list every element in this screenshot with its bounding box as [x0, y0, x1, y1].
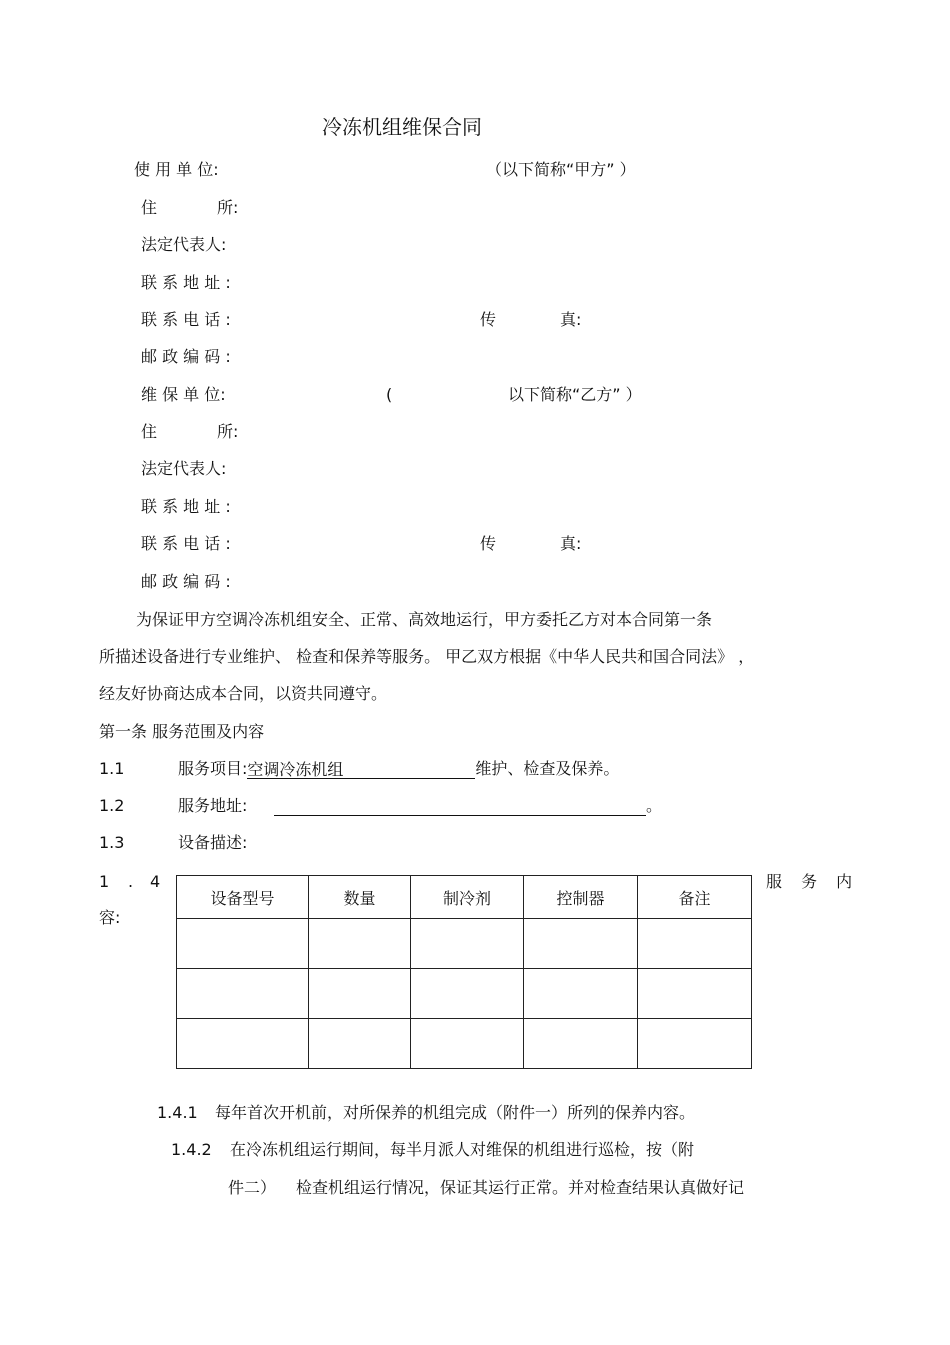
party-a-address-label-1: 住 [141, 198, 158, 217]
table-cell [411, 1019, 524, 1069]
party-b-alias: 以下简称“乙方” ） [508, 385, 642, 404]
table-cell [177, 969, 309, 1019]
party-b-phone-label: 联 系 电 话 : [141, 534, 231, 553]
party-b-fax-label-2: 真: [560, 534, 582, 553]
item-1-2-label: 服务地址: [178, 796, 248, 815]
table-cell [411, 919, 524, 969]
item-1-1-number: 1.1 [99, 759, 125, 778]
party-b-paren-open: ( [386, 385, 393, 404]
party-a-contact-address-label: 联 系 地 址 : [141, 273, 231, 292]
party-a-phone-label: 联 系 电 话 : [141, 310, 231, 329]
document-title: 冷冻机组维保合同 [322, 115, 482, 139]
party-b-address-label-2: 所: [217, 422, 239, 441]
service-address-line [274, 796, 662, 816]
item-1-4-label-continued: 容: [99, 908, 121, 927]
item-1-4-number-dot: . [128, 872, 134, 891]
item-1-2-suffix: 。 [646, 796, 663, 815]
article-1-heading: 第一条 服务范围及内容 [99, 722, 265, 741]
item-1-4-number-a: 1 [99, 872, 110, 891]
table-cell [638, 969, 752, 1019]
table-cell [309, 1019, 411, 1069]
party-b-address-label-1: 住 [141, 422, 158, 441]
party-b-fax-label-1: 传 [480, 534, 497, 553]
item-1-4-2-text: 在冷冻机组运行期间，每半月派人对维保的机组进行巡检，按（附 [230, 1140, 695, 1159]
item-1-4-2-number: 1.4.2 [171, 1140, 212, 1159]
table-row [177, 919, 752, 969]
party-b-unit-label: 维 保 单 位: [141, 385, 226, 404]
party-b-postcode-label: 邮 政 编 码 : [141, 572, 231, 591]
table-cell [177, 1019, 309, 1069]
table-cell [524, 919, 638, 969]
table-cell [309, 919, 411, 969]
table-cell [524, 969, 638, 1019]
item-1-1-label: 服务项目: [178, 759, 248, 778]
item-1-1-suffix: 维护、检查及保养。 [475, 759, 620, 778]
party-a-unit-label: 使 用 单 位: [134, 160, 219, 179]
table-row [177, 1019, 752, 1069]
table-cell [638, 1019, 752, 1069]
header-refrigerant: 制冷剂 [411, 876, 524, 919]
table-header-row [177, 876, 752, 919]
header-controller: 控制器 [524, 876, 638, 919]
table-cell [524, 1019, 638, 1069]
service-item-blank [247, 760, 475, 779]
service-item-value: 空调冷冻机组 [247, 760, 344, 779]
item-1-1-line [178, 759, 619, 779]
header-model: 设备型号 [177, 876, 309, 919]
table-cell [309, 969, 411, 1019]
intro-line-3: 经友好协商达成本合同，以资共同遵守。 [99, 684, 388, 703]
equipment-table [176, 875, 752, 1069]
table-cell [177, 919, 309, 969]
party-b-legal-rep-label: 法定代表人: [141, 459, 227, 478]
item-1-4-2-continued-a: 件二） [228, 1178, 277, 1197]
item-1-4-1-number: 1.4.1 [157, 1103, 198, 1122]
item-1-4-label: 服 务 内 [766, 872, 860, 891]
service-address-blank [274, 797, 646, 816]
item-1-3-number: 1.3 [99, 833, 125, 852]
intro-line-1: 为保证甲方空调冷冻机组安全、正常、高效地运行，甲方委托乙方对本合同第一条 [136, 610, 713, 629]
header-quantity: 数量 [309, 876, 411, 919]
item-1-2-number: 1.2 [99, 796, 125, 815]
table-row [177, 969, 752, 1019]
party-a-alias: （以下简称“甲方” ） [486, 160, 636, 179]
intro-line-2: 所描述设备进行专业维护、 检查和保养等服务。 甲乙双方根据《中华人民共和国合同法》 ， [99, 647, 755, 666]
item-1-4-1-text: 每年首次开机前，对所保养的机组完成（附件一）所列的保养内容。 [215, 1103, 696, 1122]
item-1-4-2-continued-b: 检查机组运行情况，保证其运行正常。并对检查结果认真做好记 [296, 1178, 745, 1197]
table-cell [638, 919, 752, 969]
party-a-fax-label-1: 传 [480, 310, 497, 329]
party-a-address-label-2: 所: [217, 198, 239, 217]
table-cell [411, 969, 524, 1019]
party-a-postcode-label: 邮 政 编 码 : [141, 347, 231, 366]
header-remarks: 备注 [638, 876, 752, 919]
party-a-fax-label-2: 真: [560, 310, 582, 329]
party-a-legal-rep-label: 法定代表人: [141, 235, 227, 254]
party-b-contact-address-label: 联 系 地 址 : [141, 497, 231, 516]
item-1-4-number-b: 4 [150, 872, 161, 891]
item-1-3-label: 设备描述: [178, 833, 248, 852]
